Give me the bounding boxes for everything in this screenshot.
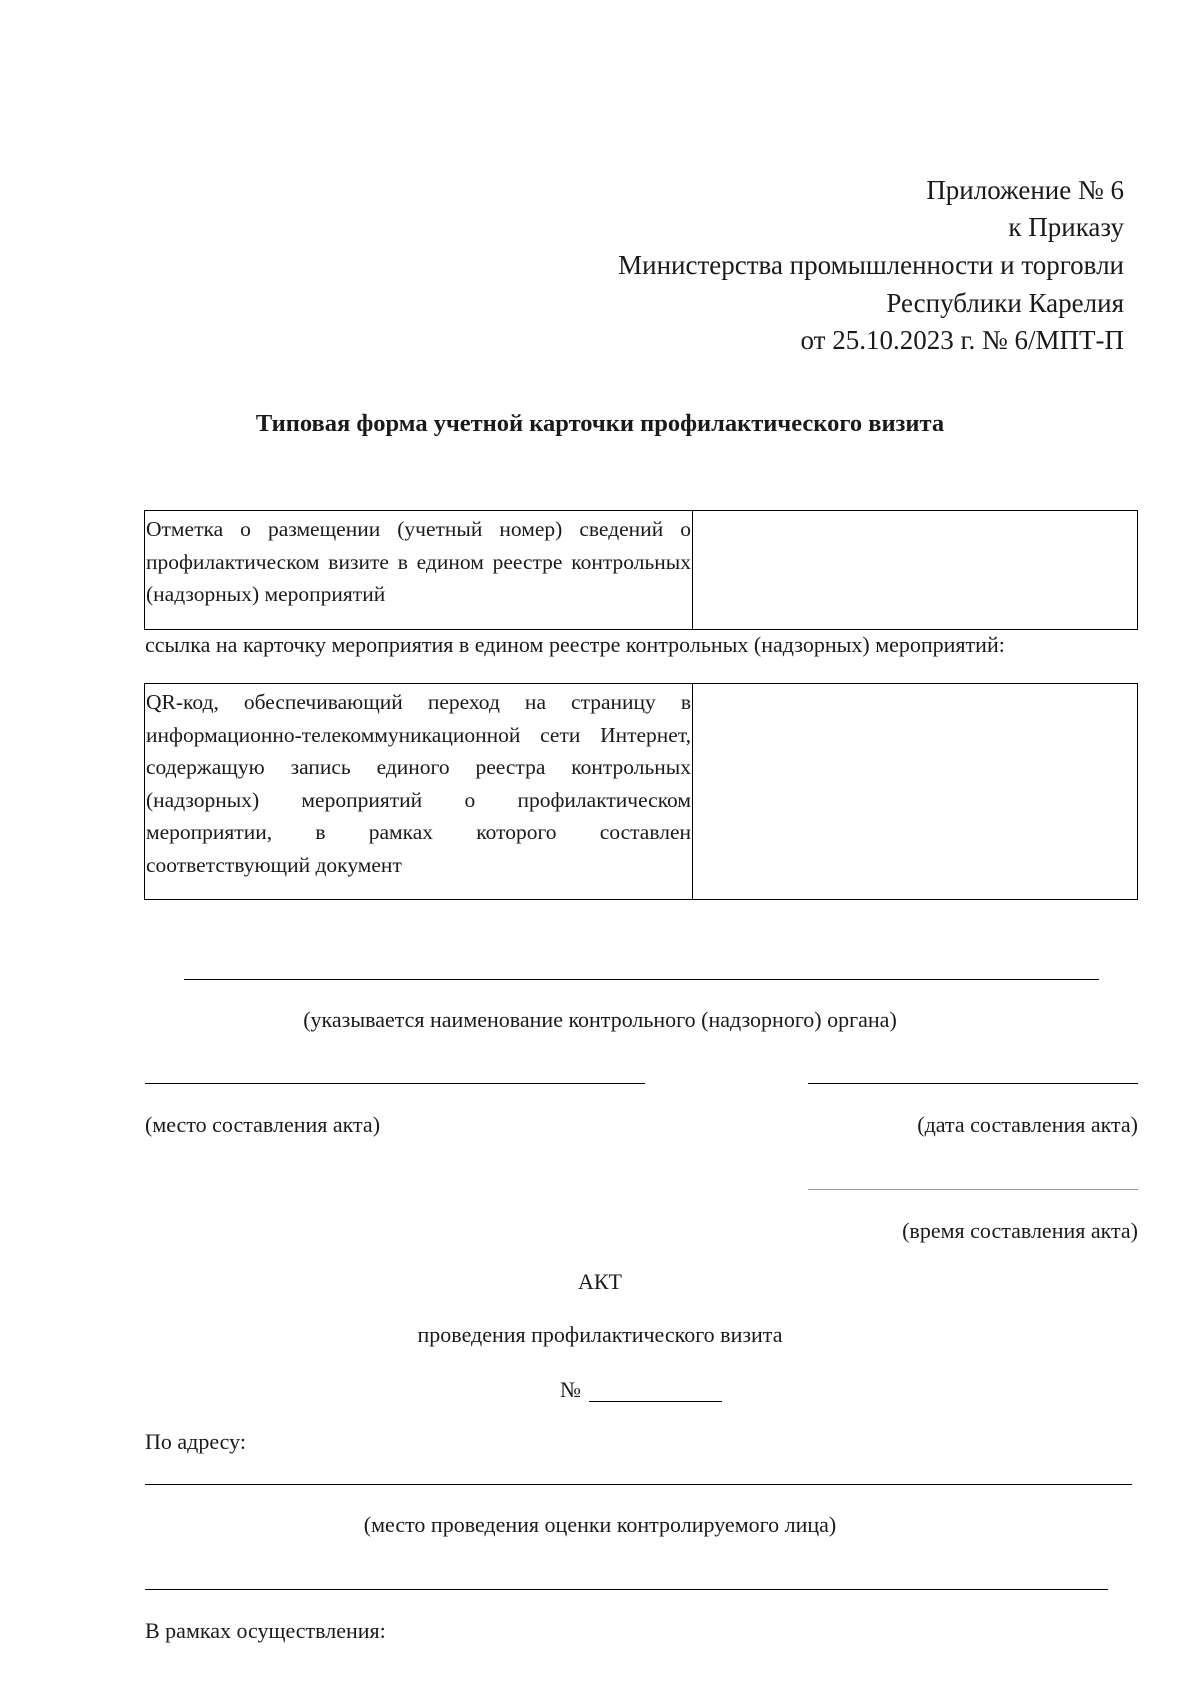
document-title: Типовая форма учетной карточки профилактического визита [255, 410, 945, 437]
order-date-number: от 25.10.2023 г. № 6/МПТ-П [800, 325, 1124, 355]
qr-code-label: QR-код, обеспечивающий переход на страницу в информационно-телекоммуникационной сети Интернет, содержащую запись единого реестра контрольных (надзорных) мероприятий о профилактическом мероприятии, в рамках которого составлен соответствующий документ [145, 684, 693, 899]
registry-mark-label: Отметка о размещении (учетный номер) сведений о профилактическом визите в едином реестре контрольных (надзорных) мероприятий [145, 511, 693, 629]
act-subtitle: проведения профилактического визита [417, 1322, 783, 1347]
registry-link-label: ссылка на карточку мероприятия в едином реестре контрольных (надзорных) мероприятий: [145, 632, 1005, 657]
address-caption: (место проведения оценки контролируемого лица) [363, 1512, 837, 1537]
time-caption: (время составления акта) [902, 1218, 1138, 1243]
place-caption: (место составления акта) [145, 1112, 381, 1137]
act-number-label: № [560, 1377, 581, 1402]
address-label: По адресу: [145, 1429, 246, 1454]
date-line[interactable] [808, 1083, 1138, 1084]
time-line[interactable] [808, 1189, 1138, 1190]
organ-name-caption: (указывается наименование контрольного (надзорного) органа) [303, 1007, 897, 1032]
registry-mark-value-cell[interactable] [693, 511, 1137, 629]
republic-name: Республики Карелия [886, 288, 1124, 318]
ministry-name: Министерства промышленности и торговли [618, 250, 1124, 280]
act-title: АКТ [578, 1269, 622, 1294]
place-line[interactable] [145, 1083, 645, 1084]
order-reference: к Приказу [1008, 212, 1124, 242]
within-label: В рамках осуществления: [145, 1618, 386, 1643]
qr-code-table [144, 683, 1138, 900]
control-type-line[interactable] [145, 1589, 1108, 1590]
address-line[interactable] [145, 1484, 1132, 1485]
organ-name-line[interactable] [184, 979, 1099, 980]
registry-mark-table [144, 510, 1138, 630]
appendix-number: Приложение № 6 [926, 175, 1124, 205]
qr-code-cell[interactable] [693, 684, 1137, 899]
date-caption: (дата составления акта) [917, 1112, 1138, 1137]
act-number-line[interactable] [589, 1401, 722, 1402]
